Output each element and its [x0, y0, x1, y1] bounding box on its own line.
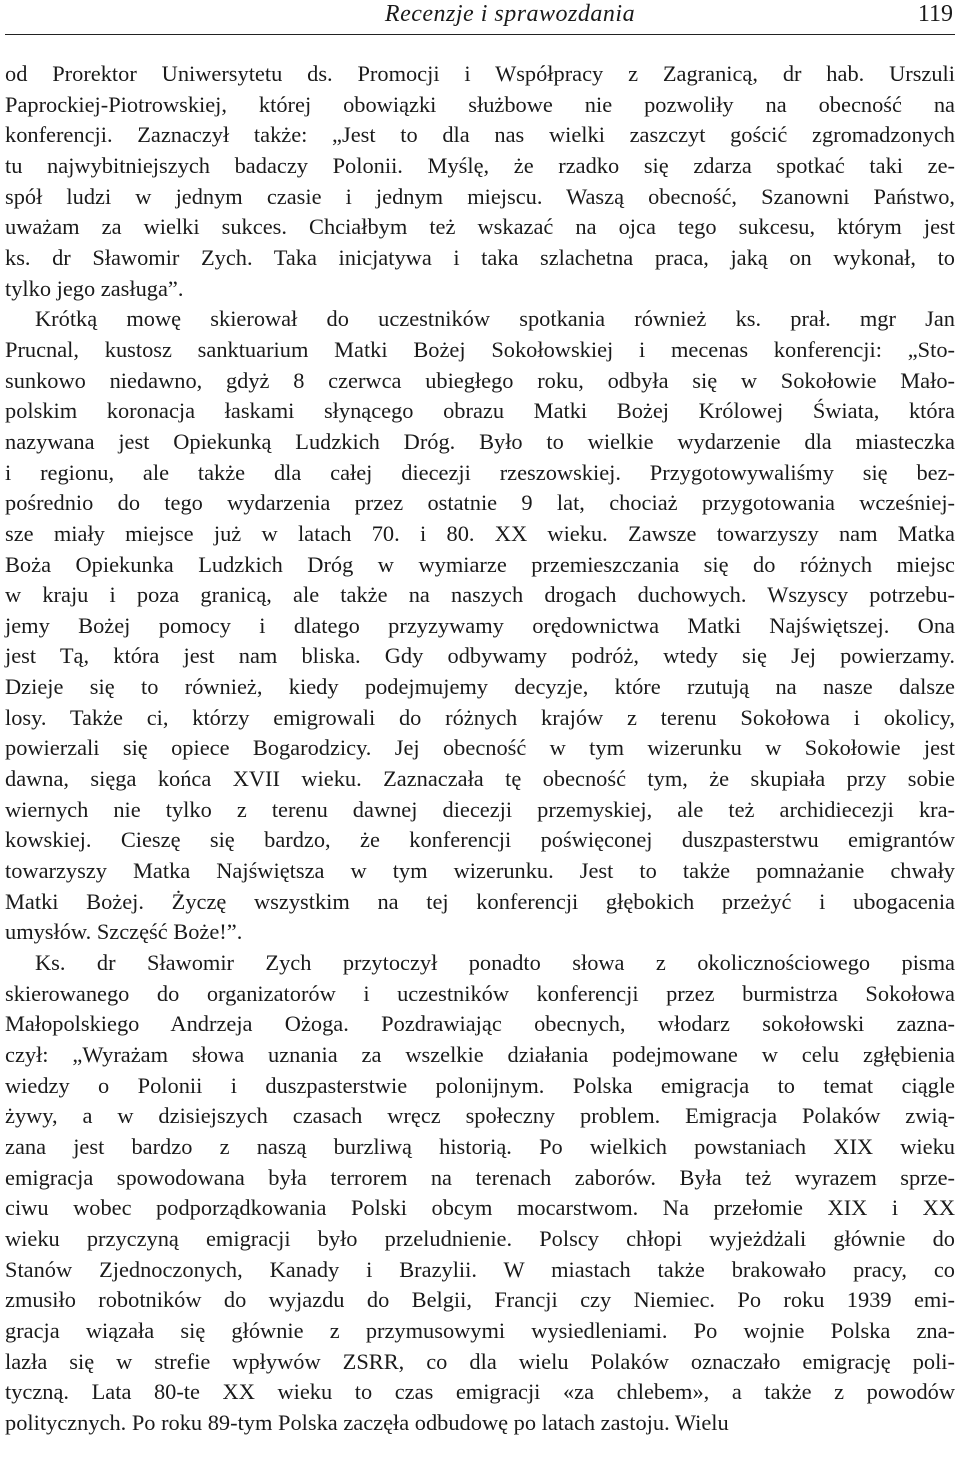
text-line: Krótką mowę skierował do uczestników spotkania również ks. prał. mgr Jan [35, 306, 955, 332]
text-line: polskim koronacja łaskami słynącego obrazu Matki Bożej Królowej Świata, która [5, 398, 955, 424]
text-line: sunkowo niedawno, gdyż 8 czerwca ubiegłego roku, odbyła się w Sokołowie Mało- [5, 367, 955, 393]
text-line: jest Tą, która jest nam bliska. Gdy odbywamy podróż, wtedy się Jej powierzamy. [5, 643, 955, 669]
body-text [5, 59, 955, 1439]
text-line: czył: „Wyrażam słowa uznania za wszelkie działania podejmowane w celu zgłębienia [5, 1042, 955, 1067]
text-line: nazywana jest Opiekunką Ludzkich Dróg. Było to wielkie wydarzenie dla miasteczka [5, 428, 955, 454]
text-line: konferencji. Zaznaczył także: „Jest to dla nas wielki zaszczyt gościć zgromadzonych [5, 122, 955, 148]
text-line: wieku przyczyną emigracji było przeludnienie. Polscy chłopi wyjeżdżali głównie do [5, 1225, 955, 1251]
text-line: Matki Bożej. Życzę wszystkim na tej konferencji głębokich przeżyć i ubogacenia [5, 888, 955, 914]
text-line: politycznych. Po roku 89-tym Polska zaczęła odbudowę po latach zastoju. Wielu [5, 1409, 729, 1435]
text-line: sze miały miejsce już w latach 70. i 80. XX wieku. Zawsze towarzyszy nam Matka [5, 520, 955, 546]
text-line: wiernych nie tylko z terenu dawnej diecezji przemyskiej, ale też archidiecezji kra- [5, 796, 955, 822]
text-line: emigracja spowodowana była terrorem na terenach zaborów. Była też wyrazem sprze- [5, 1164, 955, 1190]
text-line: Paprockiej-Piotrowskiej, której obowiązki służbowe nie pozwoliły na obecność na [5, 91, 955, 117]
text-line: żywy, a w dzisiejszych czasach wręcz społeczny problem. Emigracja Polaków zwią- [5, 1103, 955, 1129]
text-line: tyczną. Lata 80-te XX wieku to czas emigracji «za chlebem», a także z powodów [5, 1379, 955, 1405]
text-line: od Prorektor Uniwersytetu ds. Promocji i Współpracy z Zagranicą, dr hab. Urszuli [5, 61, 955, 86]
text-line: towarzyszy Matka Najświętsza w tym wizerunku. Jest to także pomnażanie chwały [5, 858, 955, 884]
text-line: zana jest bardzo z naszą burzliwą historią. Po wielkich powstaniach XIX wieku [5, 1133, 955, 1159]
text-line: Prucnal, kustosz sanktuarium Matki Bożej Sokołowskiej i mecenas konferencji: „Sto- [5, 336, 955, 362]
page-number: 119 [917, 1, 953, 27]
paragraph [5, 59, 955, 304]
page-header [5, 0, 955, 35]
text-line: losy. Także ci, którzy emigrowali do różnych krajów z terenu Sokołowa i okolicy, [5, 704, 955, 730]
paragraph [5, 948, 955, 1439]
text-line: lazła się w strefie wpływów ZSRR, co dla wielu Polaków oznaczało emigrację poli- [5, 1348, 955, 1374]
text-line: umysłów. Szczęść Boże!”. [5, 919, 243, 945]
text-line: dawna, sięga końca XVII wieku. Zaznaczała tę obecność tym, że skupiała przy sobie [5, 766, 955, 792]
running-head: Recenzje i sprawozdania [384, 1, 636, 27]
text-line: powierzali się opiece Bogarodzicy. Jej obecność w tym wizerunku w Sokołowie jest [5, 735, 955, 761]
text-line: skierowanego do organizatorów i uczestników konferencji przez burmistrza Sokołowa [5, 980, 955, 1006]
text-line: spół ludzi w jednym czasie i jednym miejscu. Waszą obecność, Szanowni Państwo, [5, 183, 955, 209]
text-line: Małopolskiego Andrzeja Ożoga. Pozdrawiając obecnych, włodarz sokołowski zazna- [5, 1011, 955, 1037]
text-line: zmusiło robotników do wyjazdu do Belgii, Francji czy Niemiec. Po roku 1939 emi- [5, 1287, 955, 1313]
paragraph [5, 304, 955, 948]
text-line: Ks. dr Sławomir Zych przytoczył ponadto słowa z okolicznościowego pisma [35, 950, 955, 976]
text-line: Boża Opiekunka Ludzkich Dróg w wymiarze przemieszczania się do różnych miejsc [5, 551, 955, 577]
text-line: jemy Bożej pomocy i dlatego przyzywamy orędownictwa Matki Najświętszej. Ona [5, 612, 955, 638]
text-line: ks. dr Sławomir Zych. Taka inicjatywa i taka szlachetna praca, jaką on wykonał, to [5, 244, 955, 270]
text-line: wiedzy o Polonii i duszpasterstwie polonijnym. Polska emigracja to temat ciągle [5, 1072, 955, 1098]
text-line: i regionu, ale także dla całej diecezji rzeszowskiej. Przygotowywaliśmy się bez- [5, 459, 955, 485]
journal-page [5, 0, 955, 1439]
text-line: Dzieje się to również, kiedy podejmujemy decyzje, które rzutują na nasze dalsze [5, 674, 955, 700]
text-line: uważam za wielki sukces. Chciałbym też wskazać na ojca tego sukcesu, którym jest [5, 214, 955, 240]
text-line: tylko jego zasługa”. [5, 275, 184, 301]
text-line: pośrednio do tego wydarzenia przez ostatnie 9 lat, chociaż przygotowania wcześniej- [5, 490, 955, 516]
text-line: ciwu wobec podporządkowania Polski obcym mocarstwom. Na przełomie XIX i XX [5, 1195, 955, 1221]
text-line: kowskiej. Cieszę się bardzo, że konferencji poświęconej duszpasterstwu emigrantów [5, 827, 955, 853]
text-line: w kraju i poza granicą, ale także na naszych drogach duchowych. Wszyscy potrzebu- [5, 582, 955, 608]
text-line: tu najwybitniejszych badaczy Polonii. Myślę, że rzadko się zdarza spotkać taki ze- [5, 152, 955, 178]
text-line: gracja wiązała się głównie z przymusowymi wysiedleniami. Po wojnie Polska zna- [5, 1317, 955, 1343]
text-line: Stanów Zjednoczonych, Kanady i Brazylii. W miastach także brakowało pracy, co [5, 1256, 955, 1282]
